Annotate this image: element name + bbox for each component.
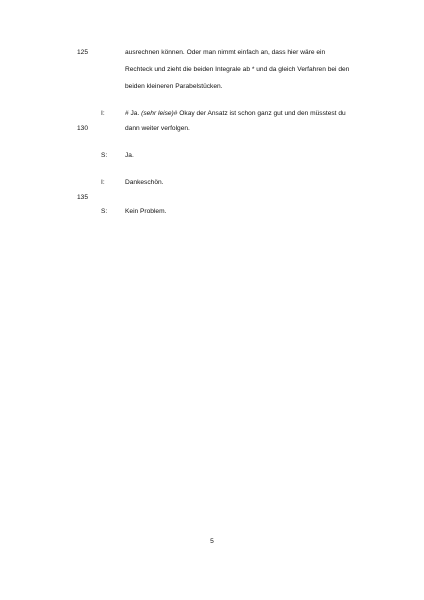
speaker-label: S: <box>101 152 108 159</box>
utterance-text: # Ja. <box>125 110 142 117</box>
speaker-label: I: <box>101 110 105 117</box>
paragraph-line: Rechteck und zieht die beiden Integrale ab * und da gleich Verfahren bei den <box>125 66 350 73</box>
utterance-line <box>125 110 346 118</box>
speaker-label: S: <box>101 208 108 215</box>
stage-direction: (sehr leise) <box>141 110 174 117</box>
speaker-label: I: <box>101 179 105 186</box>
line-number-135: 135 <box>77 194 89 201</box>
line-number-125: 125 <box>77 49 89 56</box>
utterance-line: Ja. <box>125 152 134 159</box>
utterance-line: Dankeschön. <box>125 179 164 186</box>
page-number: 5 <box>210 538 214 545</box>
utterance-line: dann weiter verfolgen. <box>125 125 190 132</box>
paragraph-line: beiden kleineren Parabelstücken. <box>125 83 223 90</box>
utterance-line: Kein Problem. <box>125 208 167 215</box>
paragraph-line: ausrechnen können. Oder man nimmt einfach an, dass hier wäre ein <box>125 49 326 56</box>
utterance-text: # Okay der Ansatz ist schon ganz gut und den müsstest du <box>173 110 346 117</box>
line-number-130: 130 <box>77 125 89 132</box>
